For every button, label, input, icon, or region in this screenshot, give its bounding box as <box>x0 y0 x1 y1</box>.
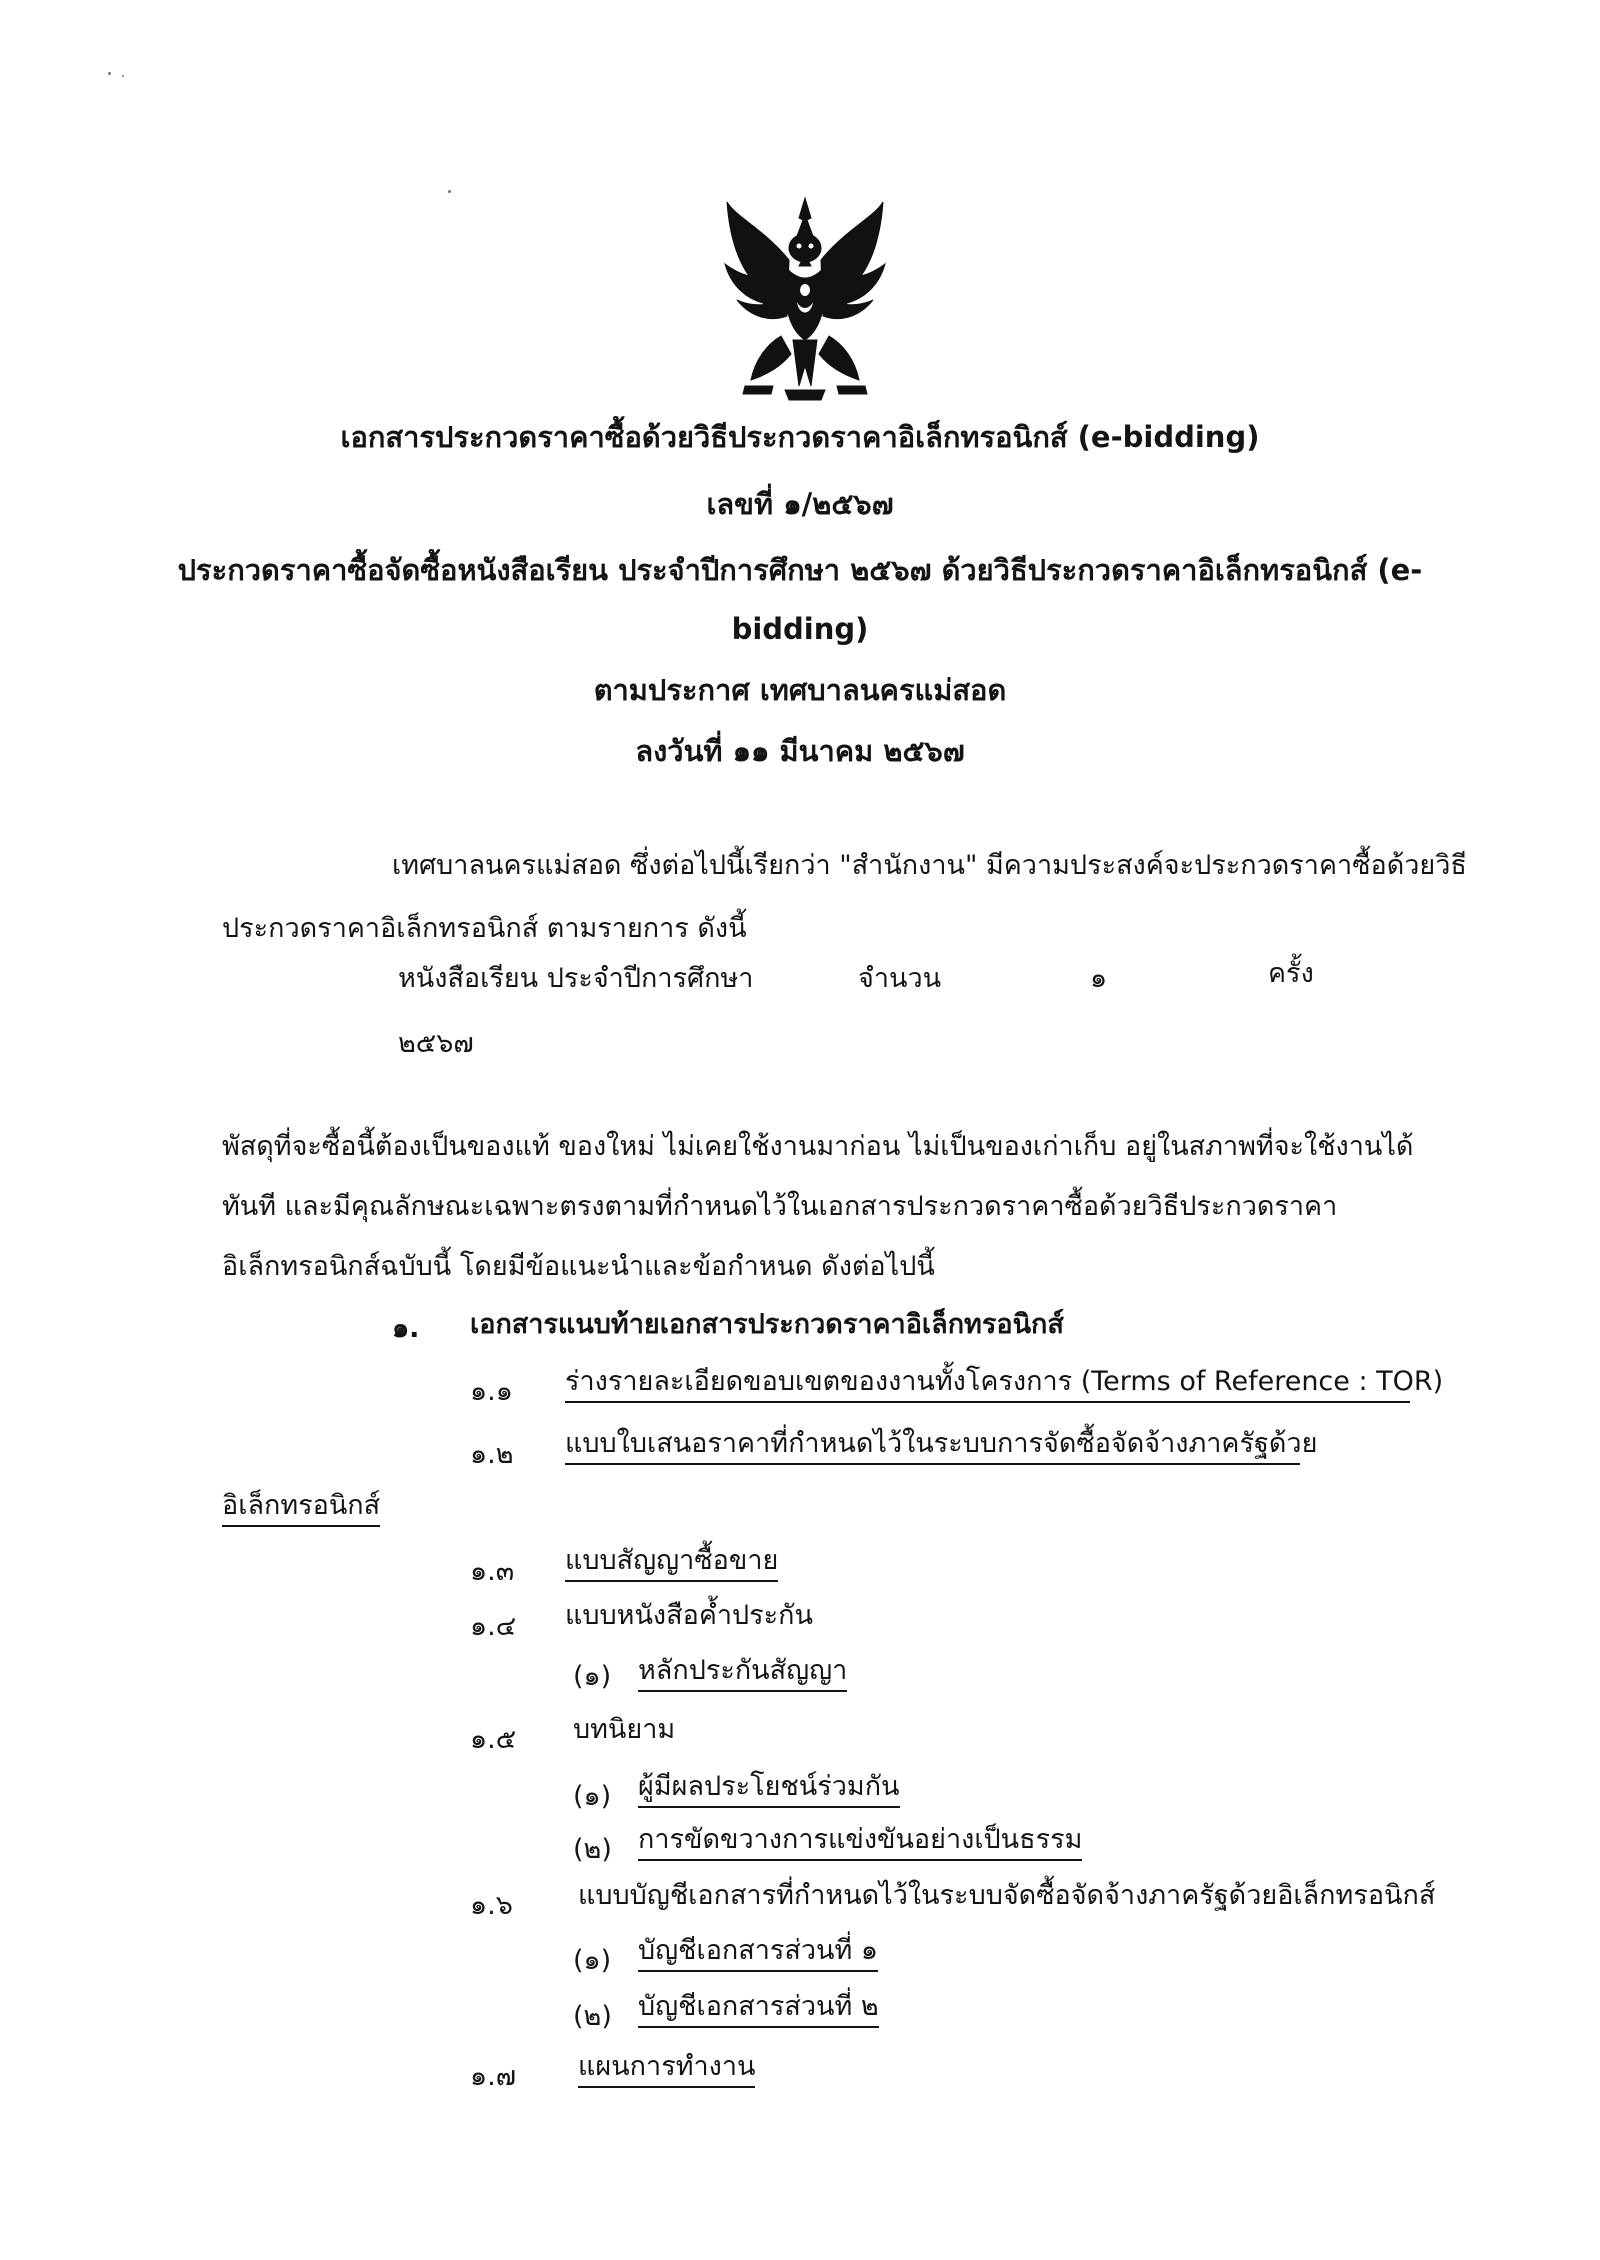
list-item-cont: อิเล็กทรอนิกส์ <box>222 1492 380 1527</box>
item-number: ๑.๑ <box>470 1376 513 1407</box>
document-subject-cont: bidding) <box>731 612 869 646</box>
sub-item: บัญชีเอกสารส่วนที่ ๑ <box>638 1937 878 1972</box>
item-number: ๑.๗ <box>470 2061 517 2092</box>
sub-item: การขัดขวางการแข่งขันอย่างเป็นธรรม <box>638 1826 1082 1861</box>
item-number: ๑.๖ <box>470 1890 513 1921</box>
document-title: เอกสารประกวดราคาซื้อด้วยวิธีประกวดราคาอิเล็กทรอนิกส์ (e-bidding) <box>340 420 1260 454</box>
item-number: ๑.๕ <box>470 1724 517 1755</box>
scan-speck <box>108 72 111 75</box>
item-year: ๒๕๖๗ <box>398 1028 474 1059</box>
list-item: ร่างรายละเอียดขอบเขตของงานทั้งโครงการ (Terms of Reference : TOR) <box>565 1368 1410 1403</box>
sub-item: หลักประกันสัญญา <box>638 1657 847 1692</box>
section-title: เอกสารแนบท้ายเอกสารประกวดราคาอิเล็กทรอนิกส์ <box>470 1309 1064 1340</box>
item-unit: ครั้ง <box>1268 958 1314 989</box>
sub-item-number: (๑) <box>573 1945 612 1976</box>
list-item: บทนิยาม <box>573 1714 676 1745</box>
body-line: พัสดุที่จะซื้อนี้ต้องเป็นของแท้ ของใหม่ ไม่เคยใช้งานมาก่อน ไม่เป็นของเก่าเก็บ อยู่ในสภาพที่จะใช้งานได้ <box>222 1131 1414 1162</box>
item-number: ๑.๒ <box>470 1439 514 1470</box>
scan-speck <box>448 190 451 193</box>
section-number: ๑. <box>392 1313 420 1344</box>
intro-line: ประกวดราคาอิเล็กทรอนิกส์ ตามรายการ ดังนี้ <box>222 913 747 944</box>
list-item: แบบสัญญาซื้อขาย <box>565 1547 778 1582</box>
list-item: แผนการทำงาน <box>578 2053 755 2088</box>
announcement-date: ลงวันที่ ๑๑ มีนาคม ๒๕๖๗ <box>635 734 965 768</box>
sub-item-number: (๒) <box>573 1834 612 1865</box>
sub-item-number: (๑) <box>573 1661 612 1692</box>
item-name: หนังสือเรียน ประจำปีการศึกษา <box>398 963 754 994</box>
document-number: เลขที่ ๑/๒๕๖๗ <box>706 487 894 521</box>
item-qty: ๑ <box>1090 963 1108 994</box>
document-subject: ประกวดราคาซื้อจัดซื้อหนังสือเรียน ประจำปีการศึกษา ๒๕๖๗ ด้วยวิธีประกวดราคาอิเล็กทรอนิกส์ (e- <box>177 553 1423 587</box>
sub-item-number: (๑) <box>573 1781 612 1812</box>
sub-item: บัญชีเอกสารส่วนที่ ๒ <box>638 1993 879 2028</box>
body-line: อิเล็กทรอนิกส์ฉบับนี้ โดยมีข้อแนะนำและข้อกำหนด ดังต่อไปนี้ <box>222 1251 935 1282</box>
list-item: แบบบัญชีเอกสารที่กำหนดไว้ในระบบจัดซื้อจัดจ้างภาครัฐด้วยอิเล็กทรอนิกส์ <box>578 1880 1436 1911</box>
item-number: ๑.๔ <box>470 1611 517 1642</box>
list-item: แบบใบเสนอราคาที่กำหนดไว้ในระบบการจัดซื้อจัดจ้างภาครัฐด้วย <box>565 1430 1300 1465</box>
item-qty-label: จำนวน <box>858 963 942 994</box>
sub-item: ผู้มีผลประโยชน์ร่วมกัน <box>638 1773 900 1808</box>
scan-speck <box>122 75 124 77</box>
announcement-line: ตามประกาศ เทศบาลนครแม่สอด <box>593 673 1007 707</box>
list-item: แบบหนังสือค้ำประกัน <box>565 1600 813 1631</box>
sub-item-number: (๒) <box>573 2001 612 2032</box>
garuda-emblem-icon <box>715 190 895 405</box>
body-line: ทันที และมีคุณลักษณะเฉพาะตรงตามที่กำหนดไว้ในเอกสารประกวดราคาซื้อด้วยวิธีประกวดราคา <box>222 1191 1338 1222</box>
intro-line: เทศบาลนครแม่สอด ซึ่งต่อไปนี้เรียกว่า "สำนักงาน" มีความประสงค์จะประกวดราคาซื้อด้วยวิธี <box>392 850 1467 881</box>
item-number: ๑.๓ <box>470 1556 515 1587</box>
